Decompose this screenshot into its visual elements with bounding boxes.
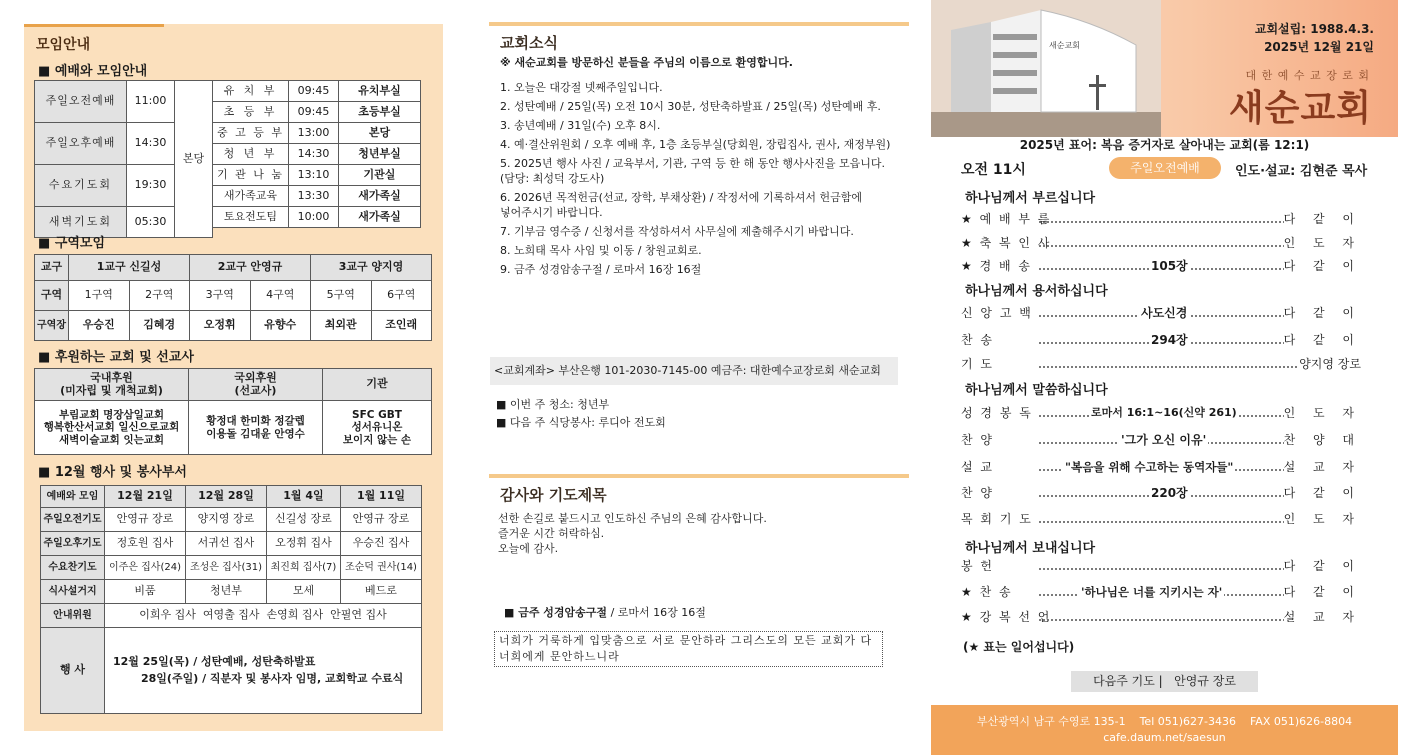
duty-label: 주일오전기도 — [41, 508, 105, 532]
duty-cell: 최진희 집사(7) — [267, 556, 341, 580]
events-corner: 예배와 모임 — [41, 486, 105, 508]
area-cell: 1구역 — [69, 281, 130, 311]
church-address: 부산광역시 남구 수영로 135-1 Tel 051)627-3436 FAX 051)626-8804 — [976, 715, 1353, 728]
area-cell: 3구역 — [190, 281, 251, 311]
event-date: 12월 28일 — [186, 486, 267, 508]
order-item: ★ 강 복 선 언 설 교 자 — [961, 607, 1361, 627]
order-item: ★ 찬 송 '하나님은 너를 지키시는 자' 다 같 이 — [961, 582, 1361, 602]
event-line: 12월 25일(목) / 성탄예배, 성탄축하발표 — [113, 654, 316, 668]
news-item: 5. 2025년 행사 사진 / 교육부서, 기관, 구역 등 한 해 동안 행사사진을 모읍니다. (담당: 최성덕 강도사) — [500, 157, 886, 185]
parish-col-label: 교구 — [35, 255, 69, 281]
leader-cell: 오정휘 — [190, 311, 251, 341]
duty-label: 식사설거지 — [41, 580, 105, 604]
order-of-worship-panel — [931, 0, 1398, 755]
area-cell: 6구역 — [371, 281, 432, 311]
foreign-list: 황정대 한미화 정갈렙 이용돌 김대윤 안영수 — [189, 401, 323, 455]
foreign-header: 국외후원 (선교사) — [189, 369, 323, 401]
gatherings-panel — [24, 24, 443, 731]
area-row-label: 구역 — [35, 281, 69, 311]
order-item: 찬 양 '그가 오신 이유' 찬 양 대 — [961, 430, 1361, 450]
church-account: <교회계좌> 부산은행 101-2030-7145-00 예금주: 대한예수교장로회 새순교회 — [490, 357, 898, 385]
stand-note: (★ 표는 일어섭니다) — [963, 640, 1075, 654]
bulletin-date: 2025년 12월 21일 — [1264, 40, 1374, 54]
group-name: 청 년 부 — [213, 144, 289, 165]
group-time: 13:00 — [289, 123, 339, 144]
group-name: 토요전도팀 — [213, 207, 289, 228]
duty-cell: 정호원 집사 — [105, 532, 186, 556]
service-badge: 주일오전예배 — [1109, 157, 1221, 179]
event-date: 1월 4일 — [267, 486, 341, 508]
service-name: 수요기도회 — [35, 165, 127, 207]
church-name: 새순교회 — [1228, 88, 1372, 129]
news-item: 4. 예·결산위원회 / 오후 예배 후, 1층 초등부실(당회원, 장립집사, 권사, 재정부원) — [500, 138, 891, 151]
group-name: 초 등 부 — [213, 102, 289, 123]
year-motto: 2025년 표어: 복음 증거자로 살아내는 교회(롬 12:1) — [1019, 138, 1310, 152]
meal-duty: ■ 다음 주 식당봉사: 루디아 전도회 — [496, 416, 666, 429]
order-item: 목 회 기 도 인 도 자 — [961, 509, 1361, 529]
group-time: 14:30 — [289, 144, 339, 165]
order-item: ★ 축 복 인 사 인 도 자 — [961, 233, 1361, 253]
area-cell: 5구역 — [311, 281, 372, 311]
duty-cell: 청년부 — [186, 580, 267, 604]
welcome-note: ※ 새순교회를 방문하신 분들을 주님의 이름으로 환영합니다. — [500, 56, 793, 69]
duty-cell: 비품 — [105, 580, 186, 604]
order-item: 설 교 "복음을 위해 수고하는 동역자들" 설 교 자 — [961, 457, 1361, 477]
districts-heading: ■ 구역모임 — [38, 232, 105, 251]
duty-cell: 조순덕 권사(14) — [340, 556, 421, 580]
order-item: ★ 예 배 부 름 다 같 이 — [961, 209, 1361, 229]
group-room: 초등부실 — [339, 102, 421, 123]
leader-cell: 최외관 — [311, 311, 372, 341]
order-group-heading: 하나님께서 말씀하십니다 — [965, 383, 1108, 398]
group-name: 기 관 나 눔 — [213, 165, 289, 186]
thanks-line: 선한 손길로 붙드시고 인도하신 주님의 은혜 감사합니다. — [498, 512, 767, 525]
event-date: 1월 11일 — [340, 486, 421, 508]
church-banner — [931, 0, 1398, 137]
order-item: 찬 양 220장 다 같 이 — [961, 483, 1361, 503]
org-list: SFC GBT 성서유니온 보이지 않는 손 — [323, 401, 432, 455]
order-item: ★ 경 배 송 105장 다 같 이 — [961, 256, 1361, 276]
thanks-accent-line — [489, 474, 909, 478]
leader-cell: 김혜경 — [129, 311, 190, 341]
duty-cell: 서귀선 집사 — [186, 532, 267, 556]
duty-label: 주일오후기도 — [41, 532, 105, 556]
church-footer — [931, 705, 1398, 755]
service-time: 11:00 — [127, 81, 175, 123]
ushers-list: 이희우 집사 여영출 집사 손영희 집사 안필연 집사 — [105, 604, 422, 628]
news-item: 6. 2026년 목적헌금(선교, 장학, 부채상환) / 작정서에 기록하셔서 헌금함에 넣어주시기 바랍니다. — [500, 191, 863, 219]
memory-label: ■ 금주 성경암송구절 — [504, 606, 608, 619]
events-heading: ■ 12월 행사 및 봉사부서 — [38, 461, 187, 480]
church-building-icon — [931, 0, 1161, 137]
group-time: 10:00 — [289, 207, 339, 228]
cleaning-duty: ■ 이번 주 청소: 청년부 — [496, 398, 610, 411]
group-time: 13:10 — [289, 165, 339, 186]
worship-heading: ■ 예배와 모임안내 — [38, 60, 147, 79]
group-room: 본당 — [339, 123, 421, 144]
domestic-header: 국내후원 (미자립 및 개척교회) — [35, 369, 189, 401]
thanks-line: 즐거운 시간 허락하심. — [498, 527, 605, 540]
leader-cell: 우승진 — [69, 311, 130, 341]
duty-cell: 오정휘 집사 — [267, 532, 341, 556]
missions-heading: ■ 후원하는 교회 및 선교사 — [38, 346, 194, 365]
order-item: 성 경 봉 독 로마서 16:1~16(신약 261) 인 도 자 — [961, 403, 1361, 423]
order-item: 기 도 양지영 장로 — [961, 354, 1361, 374]
group-time: 09:45 — [289, 102, 339, 123]
worship-table — [34, 80, 421, 238]
group-room: 새가족실 — [339, 207, 421, 228]
order-item: 신 앙 고 백 사도신경 다 같 이 — [961, 303, 1361, 323]
news-list — [500, 80, 900, 281]
service-name: 주일오후예배 — [35, 123, 127, 165]
duty-cell: 조성은 집사(31) — [186, 556, 267, 580]
news-title: 교회소식 — [500, 34, 558, 52]
leader-row-label: 구역장 — [35, 311, 69, 341]
duty-cell: 안영규 장로 — [105, 508, 186, 532]
order-group-heading: 하나님께서 용서하십니다 — [965, 284, 1108, 299]
news-accent-line — [489, 22, 909, 26]
group-time: 13:30 — [289, 186, 339, 207]
church-cafe-link[interactable]: cafe.daum.net/saesun — [1103, 731, 1226, 744]
group-room: 새가족실 — [339, 186, 421, 207]
event-line: 28일(주일) / 직분자 및 봉사자 임명, 교회학교 수료식 — [141, 671, 404, 685]
area-cell: 2구역 — [129, 281, 190, 311]
news-item: 9. 금주 성경암송구절 / 로마서 16장 16절 — [500, 263, 702, 276]
news-item: 3. 송년예배 / 31일(수) 오후 8시. — [500, 119, 661, 132]
memory-ref: / 로마서 16장 16절 — [610, 606, 706, 619]
duty-cell: 신길성 장로 — [267, 508, 341, 532]
service-time: 오전 11시 — [961, 162, 1026, 178]
group-room: 청년부실 — [339, 144, 421, 165]
duty-cell: 베드로 — [340, 580, 421, 604]
order-item: 봉 헌 다 같 이 — [961, 556, 1361, 576]
church-meta — [1255, 20, 1374, 56]
leader-cell: 조인래 — [371, 311, 432, 341]
event-details — [105, 628, 422, 714]
next-prayer: 다음주 기도 | 안영규 장로 — [1071, 671, 1258, 692]
districts-table — [34, 254, 432, 341]
org-header: 기관 — [323, 369, 432, 401]
panel-accent-line — [24, 24, 164, 27]
domestic-list: 부림교회 명장삼일교회 행복한산서교회 일신으로교회 새벽이슬교회 잇는교회 — [35, 401, 189, 455]
news-item: 7. 기부금 영수증 / 신청서를 작성하셔서 사무실에 제출해주시기 바랍니다. — [500, 225, 854, 238]
order-item: 찬 송 294장 다 같 이 — [961, 330, 1361, 350]
duty-cell: 이주은 집사(24) — [105, 556, 186, 580]
missions-table — [34, 368, 432, 455]
group-time: 09:45 — [289, 81, 339, 102]
event-label: 행 사 — [41, 628, 105, 714]
service-time: 14:30 — [127, 123, 175, 165]
news-item: 1. 오늘은 대강절 넷째주일입니다. — [500, 81, 663, 94]
service-time: 05:30 — [127, 207, 175, 238]
parish-cell: 1교구 신길성 — [69, 255, 190, 281]
building-sign: 새순교회 — [1049, 41, 1080, 50]
service-place: 본당 — [175, 81, 213, 238]
news-item: 8. 노희태 목사 사임 및 이동 / 창원교회로. — [500, 244, 702, 257]
news-item: 2. 성탄예배 / 25일(목) 오전 10시 30분, 성탄축하발표 / 25일(목) 성탄예배 후. — [500, 100, 881, 113]
duty-cell: 우승진 집사 — [340, 532, 421, 556]
thanks-line: 오늘에 감사. — [498, 542, 559, 555]
duty-label: 수요찬기도 — [41, 556, 105, 580]
duty-cell: 모세 — [267, 580, 341, 604]
group-room: 기관실 — [339, 165, 421, 186]
duty-cell: 양지영 장로 — [186, 508, 267, 532]
memory-verse-heading — [504, 605, 706, 622]
ushers-label: 안내위원 — [41, 604, 105, 628]
founded-date: 교회설립: 1988.4.3. — [1254, 22, 1374, 36]
events-table — [40, 485, 422, 714]
denomination: 대 한 예 수 교 장 로 회 — [1245, 69, 1370, 82]
service-leader: 인도·설교: 김현준 목사 — [1235, 164, 1368, 179]
group-name: 유 치 부 — [213, 81, 289, 102]
service-time: 19:30 — [127, 165, 175, 207]
service-name: 새벽기도회 — [35, 207, 127, 238]
parish-cell: 3교구 양지영 — [311, 255, 432, 281]
memory-verse-box: 너희가 거룩하게 입맞춤으로 서로 문안하라 그리스도의 모든 교회가 다 너희에게 문안하느니라 — [494, 631, 883, 667]
group-name: 새가족교육 — [213, 186, 289, 207]
leader-cell: 유향수 — [250, 311, 311, 341]
area-cell: 4구역 — [250, 281, 311, 311]
thanks-title: 감사와 기도제목 — [500, 486, 607, 504]
service-name: 주일오전예배 — [35, 81, 127, 123]
parish-cell: 2교구 안영규 — [190, 255, 311, 281]
event-date: 12월 21일 — [105, 486, 186, 508]
order-group-heading: 하나님께서 부르십니다 — [965, 191, 1096, 206]
duty-cell: 안영규 장로 — [340, 508, 421, 532]
group-name: 중 고 등 부 — [213, 123, 289, 144]
order-group-heading: 하나님께서 보내십니다 — [965, 541, 1096, 556]
gatherings-title: 모임안내 — [36, 37, 91, 53]
group-room: 유치부실 — [339, 81, 421, 102]
